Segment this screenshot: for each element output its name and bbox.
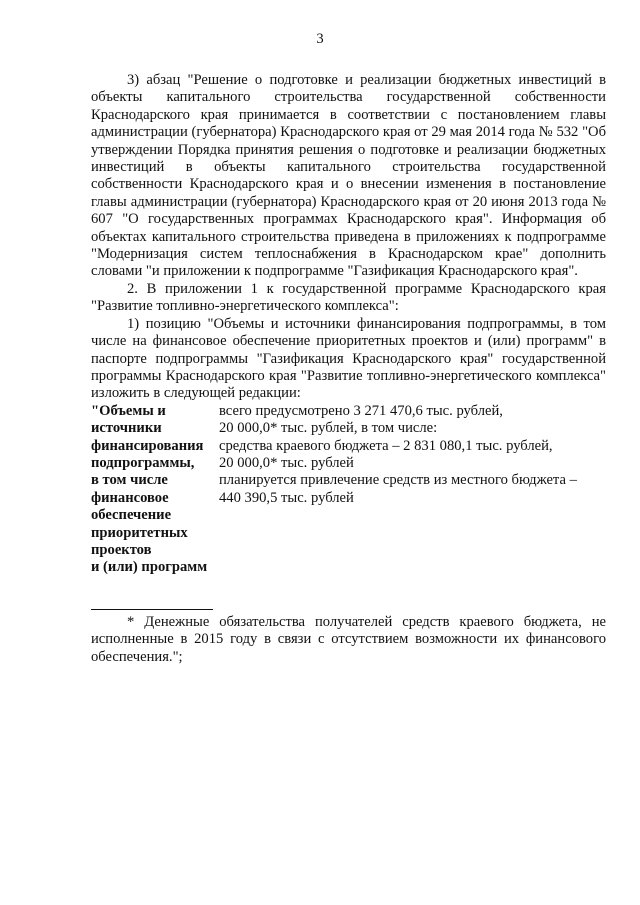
document-body [91, 72, 606, 577]
label-line: приоритетных [91, 524, 188, 541]
label-line: финансовое [91, 489, 169, 506]
label-line: проектов [91, 541, 152, 558]
paragraph-appendix-2: 2. В приложении 1 к государственной программе Краснодарского края "Развитие топливно-энергетического комплекса": [91, 280, 606, 315]
label-line: "Объемы и [91, 402, 166, 419]
value-line: 440 390,5 тыс. рублей [219, 489, 354, 506]
value-line: 20 000,0* тыс. рублей, в том числе: [219, 420, 438, 437]
label-line: подпрограммы, [91, 454, 195, 471]
value-line: 20 000,0* тыс. рублей [219, 454, 354, 471]
label-line: обеспечение [91, 507, 172, 524]
value-line: планируется привлечение средств из местного бюджета – [219, 472, 577, 489]
page-number: 3 [316, 31, 324, 47]
label-line: и (или) программ [91, 559, 208, 576]
paragraph-position-1: 1) позицию "Объемы и источники финансирования подпрограммы, в том числе на финансовое обеспечение приоритетных проектов и (или) программ" в паспорте подпрограммы "Газификация Краснодарского края" государственной программы Краснодарского края "Развитие топливно-энергетического комплекса" изложить в следующей редакции: [91, 315, 606, 402]
financing-table-values [219, 403, 606, 577]
value-line: средства краевого бюджета – 2 831 080,1 тыс. рублей, [219, 437, 553, 454]
label-line: финансирования [91, 437, 204, 454]
paragraph-amendment-3: 3) абзац "Решение о подготовке и реализации бюджетных инвестиций в объекты капитального строительства государственной собственности Краснодарского края принимается в соответствии с постановлением главы администрации (губернатора) Краснодарского края от 29 мая 2014 года № 532 "Об утверждении Порядка принятия решения о подготовке и реализации бюджетных инвестиций в объекты капитального строительства государственной собственности Краснодарского края и о внесении изменения в постановление главы администрации (губернатора) Краснодарского края от 20 июня 2013 года № 607 "О государственных программах Краснодарского края". Информация об объектах капитального строительства приведена в приложениях к подпрограмме "Модернизация систем теплоснабжения в Краснодарском крае" дополнить словами "и приложении к подпрограмме "Газификация Краснодарского края". [91, 72, 606, 280]
label-line: в том числе [91, 472, 168, 489]
footnote: * Денежные обязательства получателей средств краевого бюджета, не исполненные в 2015 году в связи с отсутствием возможности их финансового обеспечения."; [91, 614, 606, 665]
financing-table [91, 403, 606, 577]
financing-table-label [91, 403, 219, 577]
label-line: источники [91, 420, 162, 437]
value-line: всего предусмотрено 3 271 470,6 тыс. рублей, [219, 402, 503, 419]
footnote-separator [91, 609, 213, 610]
